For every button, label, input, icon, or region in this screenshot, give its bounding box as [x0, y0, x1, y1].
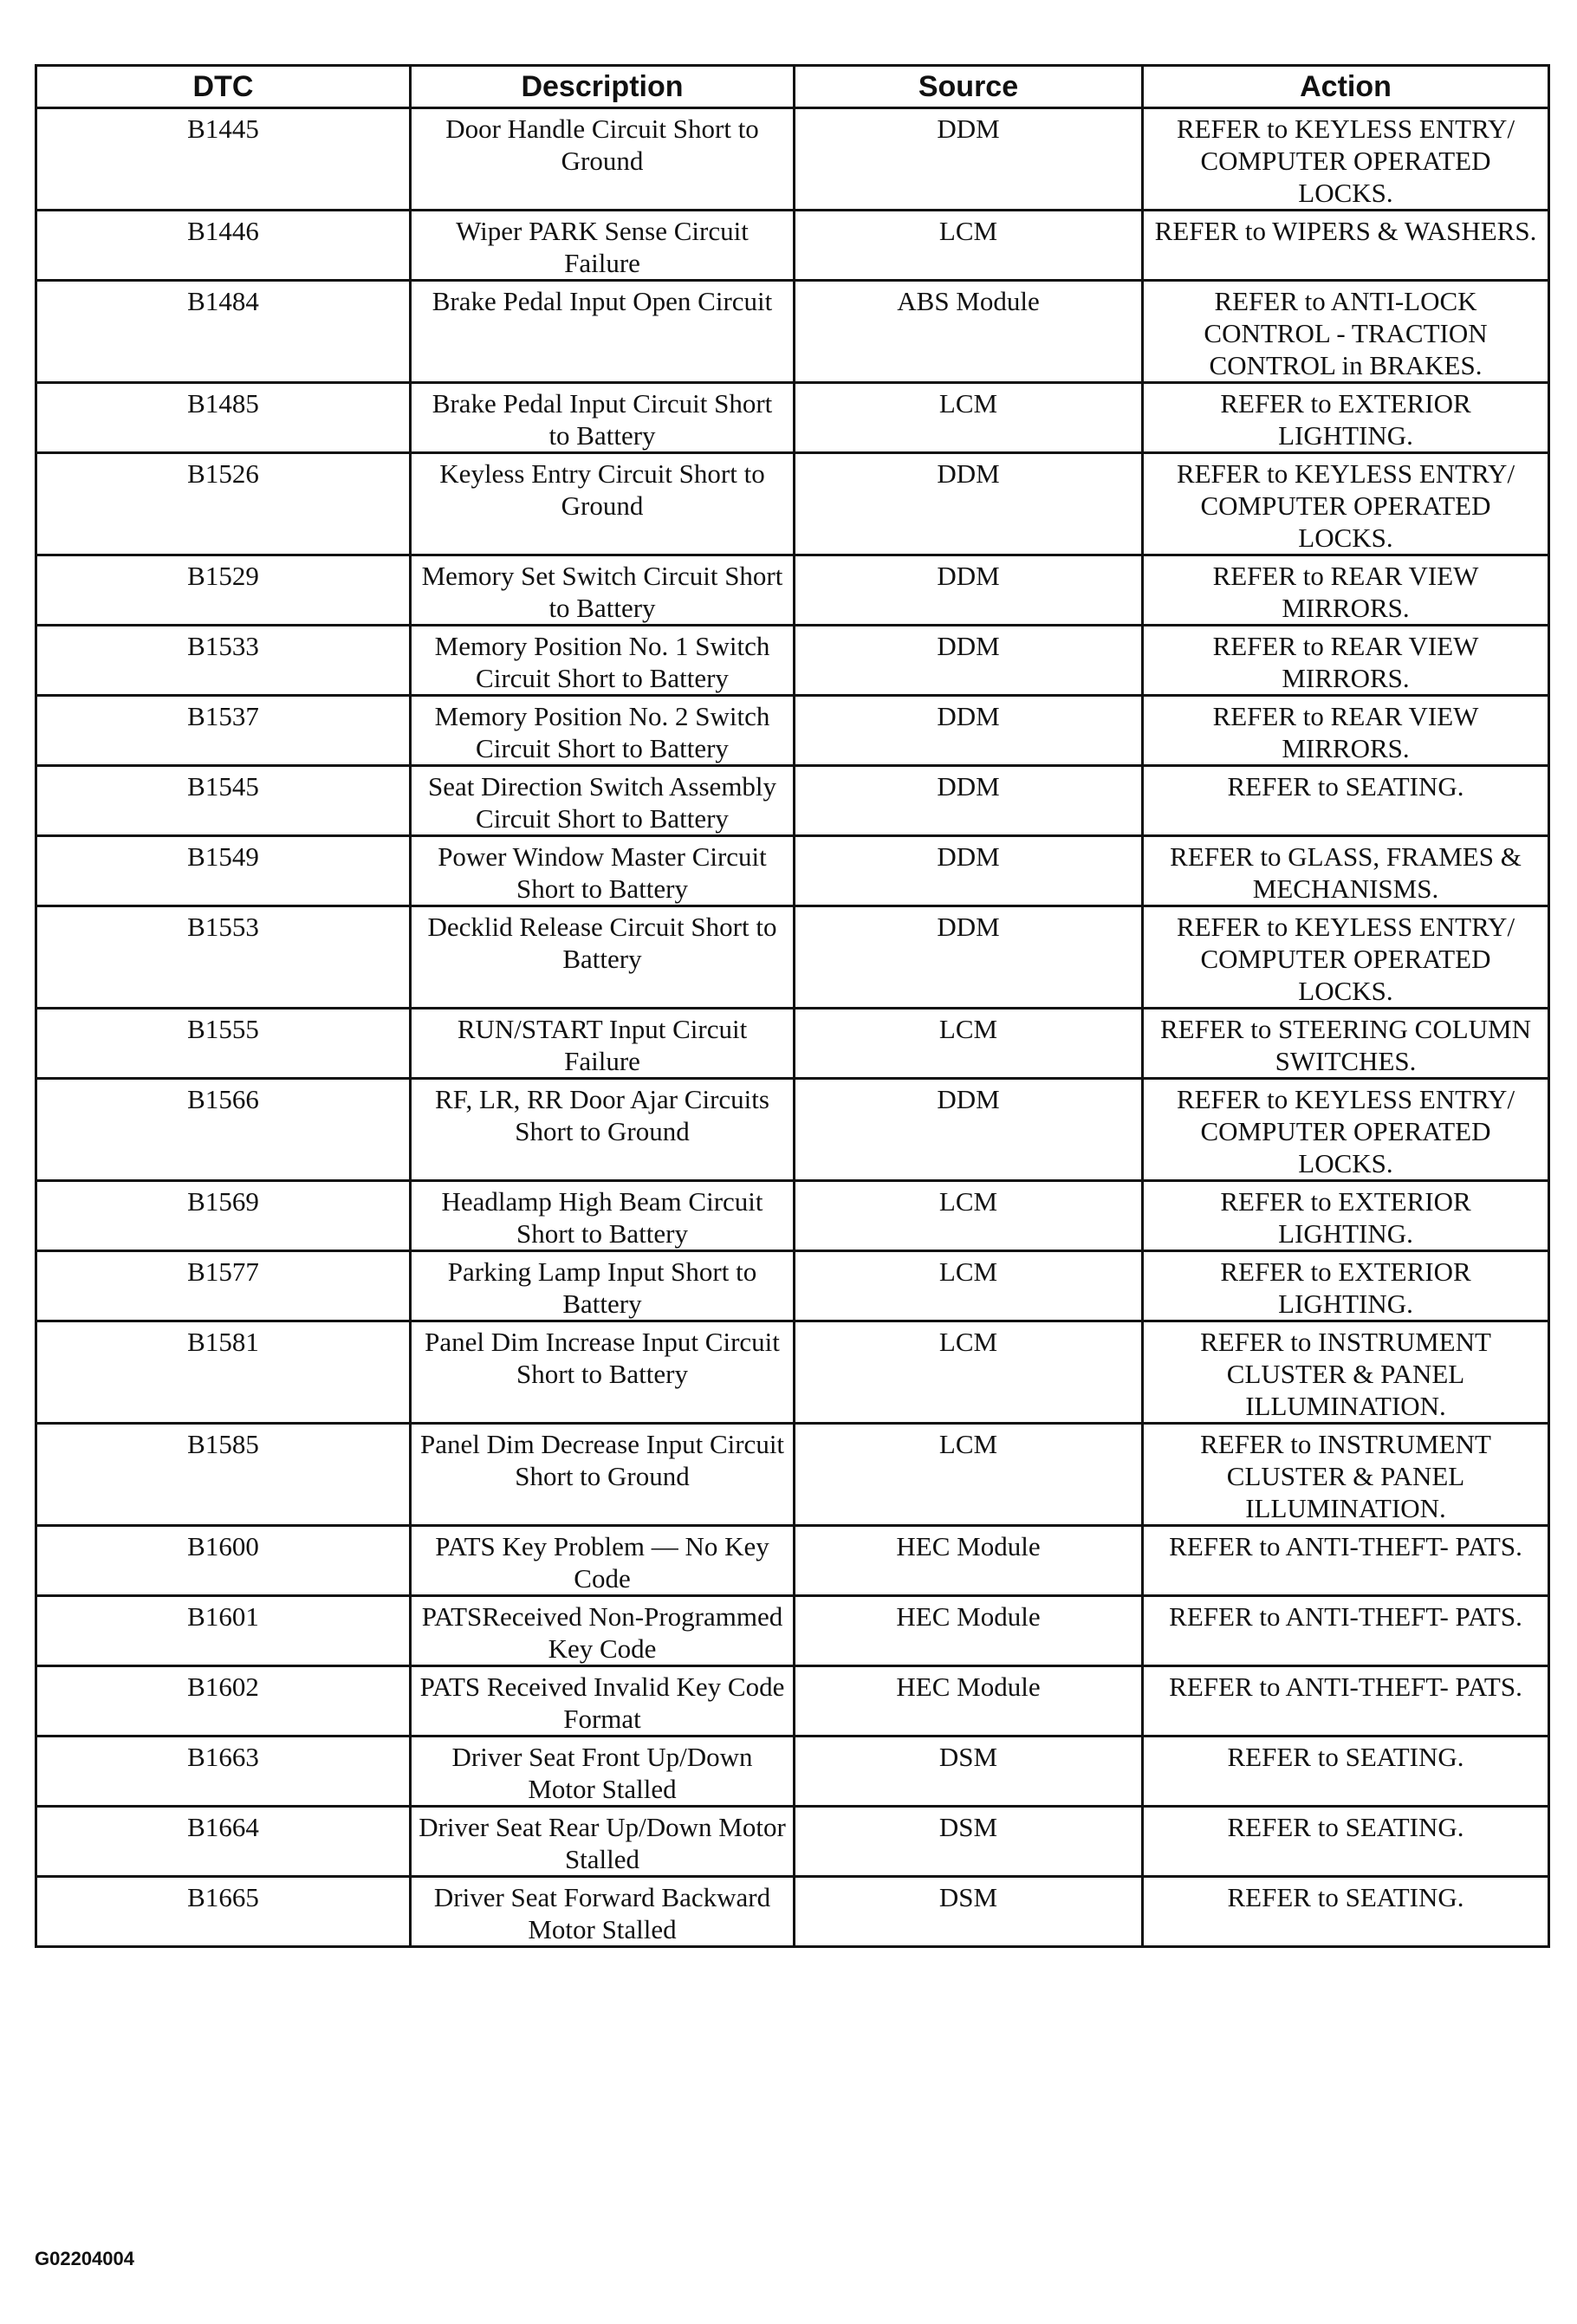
table-row	[36, 1079, 1549, 1181]
cell-description: Memory Position No. 1 Switch Circuit Short to Battery	[411, 626, 795, 696]
cell-source: DSM	[795, 1807, 1143, 1877]
cell-source: DDM	[795, 1079, 1143, 1181]
cell-source: DDM	[795, 555, 1143, 626]
cell-description: Keyless Entry Circuit Short to Ground	[411, 453, 795, 555]
table-row	[36, 1251, 1549, 1321]
table-row	[36, 1737, 1549, 1807]
table-row	[36, 281, 1549, 383]
cell-description: Memory Position No. 2 Switch Circuit Short to Battery	[411, 696, 795, 766]
table-header-row	[36, 66, 1549, 108]
cell-action: REFER to INSTRUMENT CLUSTER & PANEL ILLUMINATION.	[1143, 1424, 1549, 1526]
cell-dtc: B1537	[36, 696, 411, 766]
cell-action: REFER to ANTI-LOCK CONTROL - TRACTION CONTROL in BRAKES.	[1143, 281, 1549, 383]
cell-description: Door Handle Circuit Short to Ground	[411, 108, 795, 211]
cell-dtc: B1569	[36, 1181, 411, 1251]
table-row	[36, 1666, 1549, 1737]
cell-dtc: B1602	[36, 1666, 411, 1737]
cell-dtc: B1545	[36, 766, 411, 836]
cell-source: DDM	[795, 626, 1143, 696]
cell-action: REFER to SEATING.	[1143, 1807, 1549, 1877]
cell-source: HEC Module	[795, 1526, 1143, 1596]
cell-action: REFER to KEYLESS ENTRY/ COMPUTER OPERATED LOCKS.	[1143, 1079, 1549, 1181]
cell-source: LCM	[795, 1181, 1143, 1251]
header-action: Action	[1143, 66, 1549, 108]
cell-action: REFER to ANTI-THEFT- PATS.	[1143, 1526, 1549, 1596]
cell-dtc: B1665	[36, 1877, 411, 1947]
cell-description: RUN/START Input Circuit Failure	[411, 1009, 795, 1079]
cell-dtc: B1484	[36, 281, 411, 383]
cell-description: Driver Seat Rear Up/Down Motor Stalled	[411, 1807, 795, 1877]
cell-action: REFER to SEATING.	[1143, 1877, 1549, 1947]
cell-description: Driver Seat Front Up/Down Motor Stalled	[411, 1737, 795, 1807]
cell-source: LCM	[795, 1424, 1143, 1526]
cell-action: REFER to WIPERS & WASHERS.	[1143, 211, 1549, 281]
cell-dtc: B1549	[36, 836, 411, 906]
cell-source: DSM	[795, 1737, 1143, 1807]
cell-action: REFER to KEYLESS ENTRY/ COMPUTER OPERATED LOCKS.	[1143, 108, 1549, 211]
cell-description: Power Window Master Circuit Short to Battery	[411, 836, 795, 906]
cell-description: PATS Key Problem — No Key Code	[411, 1526, 795, 1596]
table-row	[36, 211, 1549, 281]
cell-source: DDM	[795, 453, 1143, 555]
cell-dtc: B1533	[36, 626, 411, 696]
table-row	[36, 1009, 1549, 1079]
table-row	[36, 626, 1549, 696]
cell-dtc: B1446	[36, 211, 411, 281]
table-row	[36, 1807, 1549, 1877]
cell-action: REFER to KEYLESS ENTRY/ COMPUTER OPERATED LOCKS.	[1143, 906, 1549, 1009]
table-row	[36, 1877, 1549, 1947]
cell-action: REFER to GLASS, FRAMES & MECHANISMS.	[1143, 836, 1549, 906]
cell-action: REFER to INSTRUMENT CLUSTER & PANEL ILLUMINATION.	[1143, 1321, 1549, 1424]
cell-description: Brake Pedal Input Circuit Short to Battery	[411, 383, 795, 453]
cell-source: LCM	[795, 383, 1143, 453]
cell-dtc: B1601	[36, 1596, 411, 1666]
table-row	[36, 1596, 1549, 1666]
cell-source: LCM	[795, 1251, 1143, 1321]
cell-action: REFER to STEERING COLUMN SWITCHES.	[1143, 1009, 1549, 1079]
cell-action: REFER to REAR VIEW MIRRORS.	[1143, 696, 1549, 766]
cell-dtc: B1577	[36, 1251, 411, 1321]
cell-description: Panel Dim Decrease Input Circuit Short to Ground	[411, 1424, 795, 1526]
cell-description: Driver Seat Forward Backward Motor Stalled	[411, 1877, 795, 1947]
cell-description: RF, LR, RR Door Ajar Circuits Short to Ground	[411, 1079, 795, 1181]
cell-source: HEC Module	[795, 1596, 1143, 1666]
header-dtc: DTC	[36, 66, 411, 108]
cell-action: REFER to EXTERIOR LIGHTING.	[1143, 383, 1549, 453]
table-row	[36, 453, 1549, 555]
cell-action: REFER to REAR VIEW MIRRORS.	[1143, 626, 1549, 696]
header-description: Description	[411, 66, 795, 108]
cell-action: REFER to ANTI-THEFT- PATS.	[1143, 1666, 1549, 1737]
cell-description: PATSReceived Non-Programmed Key Code	[411, 1596, 795, 1666]
cell-dtc: B1526	[36, 453, 411, 555]
cell-source: DSM	[795, 1877, 1143, 1947]
cell-action: REFER to SEATING.	[1143, 766, 1549, 836]
cell-dtc: B1664	[36, 1807, 411, 1877]
table-row	[36, 766, 1549, 836]
cell-dtc: B1585	[36, 1424, 411, 1526]
table-row	[36, 696, 1549, 766]
table-row	[36, 836, 1549, 906]
cell-description: Headlamp High Beam Circuit Short to Battery	[411, 1181, 795, 1251]
table-body	[36, 108, 1549, 1947]
table-row	[36, 1321, 1549, 1424]
cell-source: LCM	[795, 1321, 1143, 1424]
cell-source: DDM	[795, 906, 1143, 1009]
cell-action: REFER to SEATING.	[1143, 1737, 1549, 1807]
cell-action: REFER to REAR VIEW MIRRORS.	[1143, 555, 1549, 626]
table-row	[36, 108, 1549, 211]
cell-action: REFER to EXTERIOR LIGHTING.	[1143, 1251, 1549, 1321]
cell-description: Decklid Release Circuit Short to Battery	[411, 906, 795, 1009]
cell-dtc: B1485	[36, 383, 411, 453]
cell-dtc: B1529	[36, 555, 411, 626]
cell-source: HEC Module	[795, 1666, 1143, 1737]
cell-description: Wiper PARK Sense Circuit Failure	[411, 211, 795, 281]
cell-description: Brake Pedal Input Open Circuit	[411, 281, 795, 383]
cell-action: REFER to KEYLESS ENTRY/ COMPUTER OPERATED LOCKS.	[1143, 453, 1549, 555]
cell-description: Memory Set Switch Circuit Short to Battery	[411, 555, 795, 626]
table-row	[36, 555, 1549, 626]
cell-dtc: B1445	[36, 108, 411, 211]
cell-description: Parking Lamp Input Short to Battery	[411, 1251, 795, 1321]
table-row	[36, 1424, 1549, 1526]
cell-source: DDM	[795, 766, 1143, 836]
cell-dtc: B1581	[36, 1321, 411, 1424]
header-source: Source	[795, 66, 1143, 108]
table-row	[36, 383, 1549, 453]
cell-source: DDM	[795, 836, 1143, 906]
table-row	[36, 1526, 1549, 1596]
cell-source: DDM	[795, 696, 1143, 766]
cell-description: Panel Dim Increase Input Circuit Short to Battery	[411, 1321, 795, 1424]
document-page	[35, 64, 1548, 1948]
cell-source: LCM	[795, 1009, 1143, 1079]
cell-source: ABS Module	[795, 281, 1143, 383]
cell-description: PATS Received Invalid Key Code Format	[411, 1666, 795, 1737]
cell-action: REFER to EXTERIOR LIGHTING.	[1143, 1181, 1549, 1251]
cell-description: Seat Direction Switch Assembly Circuit Short to Battery	[411, 766, 795, 836]
cell-dtc: B1555	[36, 1009, 411, 1079]
cell-dtc: B1663	[36, 1737, 411, 1807]
figure-code: G02204004	[35, 2248, 134, 2269]
cell-source: LCM	[795, 211, 1143, 281]
cell-action: REFER to ANTI-THEFT- PATS.	[1143, 1596, 1549, 1666]
cell-dtc: B1553	[36, 906, 411, 1009]
cell-dtc: B1600	[36, 1526, 411, 1596]
dtc-table	[35, 64, 1550, 1948]
table-row	[36, 906, 1549, 1009]
table-row	[36, 1181, 1549, 1251]
cell-dtc: B1566	[36, 1079, 411, 1181]
cell-source: DDM	[795, 108, 1143, 211]
